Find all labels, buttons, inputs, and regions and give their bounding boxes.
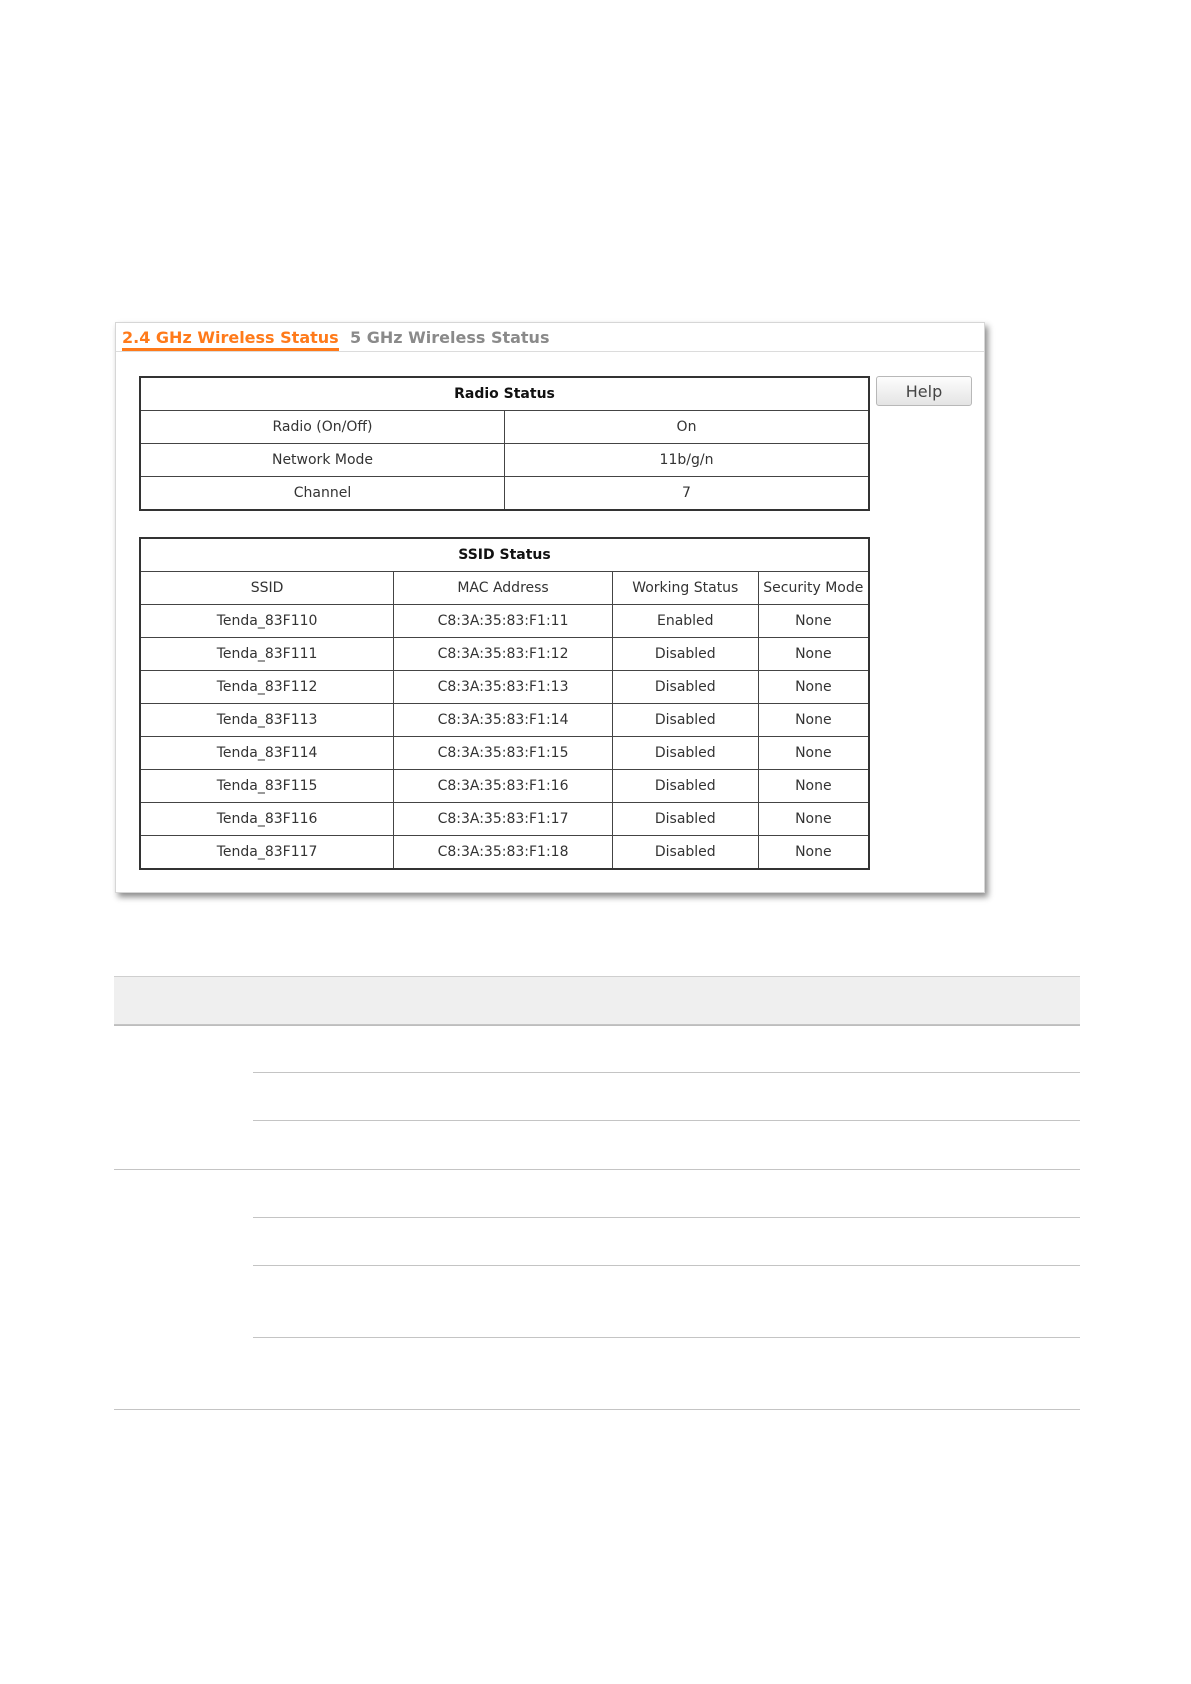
tab-2-4ghz-wireless-status[interactable]: 2.4 GHz Wireless Status (122, 328, 339, 351)
parameter-table-header (114, 976, 1080, 1026)
radio-row-value: On (505, 411, 870, 444)
ssid-cell: Tenda_83F114 (140, 737, 394, 770)
working-status-cell: Disabled (612, 770, 758, 803)
ssid-cell: Tenda_83F113 (140, 704, 394, 737)
tab-5ghz-wireless-status[interactable]: 5 GHz Wireless Status (350, 328, 550, 347)
radio-row-value: 7 (505, 477, 870, 511)
column-header-ssid: SSID (140, 572, 394, 605)
column-header-working-status: Working Status (612, 572, 758, 605)
radio-status-header-row (140, 377, 869, 411)
ssid-status-title: SSID Status (140, 538, 869, 572)
divider (253, 1337, 1080, 1338)
ssid-column-header-row (140, 572, 869, 605)
radio-status-title: Radio Status (140, 377, 869, 411)
table-row (140, 605, 869, 638)
working-status-cell: Disabled (612, 638, 758, 671)
table-row (140, 477, 869, 511)
table-row (140, 638, 869, 671)
divider (253, 1217, 1080, 1218)
ssid-cell: Tenda_83F115 (140, 770, 394, 803)
tab-bar (116, 323, 984, 352)
table-row (140, 671, 869, 704)
radio-row-label: Channel (140, 477, 505, 511)
column-header-security-mode: Security Mode (758, 572, 869, 605)
ssid-cell: Tenda_83F110 (140, 605, 394, 638)
working-status-cell: Disabled (612, 671, 758, 704)
security-mode-cell: None (758, 770, 869, 803)
table-row (140, 411, 869, 444)
working-status-cell: Disabled (612, 737, 758, 770)
divider (114, 1024, 1080, 1025)
security-mode-cell: None (758, 671, 869, 704)
ssid-cell: Tenda_83F111 (140, 638, 394, 671)
working-status-cell: Enabled (612, 605, 758, 638)
mac-address-cell: C8:3A:35:83:F1:17 (394, 803, 613, 836)
ssid-cell: Tenda_83F116 (140, 803, 394, 836)
mac-address-cell: C8:3A:35:83:F1:12 (394, 638, 613, 671)
working-status-cell: Disabled (612, 704, 758, 737)
mac-address-cell: C8:3A:35:83:F1:15 (394, 737, 613, 770)
help-button[interactable]: Help (876, 376, 972, 406)
ssid-status-header-row (140, 538, 869, 572)
ssid-status-table (139, 537, 870, 870)
mac-address-cell: C8:3A:35:83:F1:13 (394, 671, 613, 704)
mac-address-cell: C8:3A:35:83:F1:14 (394, 704, 613, 737)
divider (253, 1072, 1080, 1073)
working-status-cell: Disabled (612, 803, 758, 836)
security-mode-cell: None (758, 704, 869, 737)
table-row (140, 444, 869, 477)
security-mode-cell: None (758, 638, 869, 671)
mac-address-cell: C8:3A:35:83:F1:11 (394, 605, 613, 638)
security-mode-cell: None (758, 605, 869, 638)
radio-row-label: Radio (On/Off) (140, 411, 505, 444)
security-mode-cell: None (758, 836, 869, 870)
table-row (140, 770, 869, 803)
ssid-cell: Tenda_83F117 (140, 836, 394, 870)
table-row (140, 704, 869, 737)
divider (114, 1409, 1080, 1410)
working-status-cell: Disabled (612, 836, 758, 870)
divider (253, 1265, 1080, 1266)
ssid-cell: Tenda_83F112 (140, 671, 394, 704)
table-row (140, 836, 869, 870)
radio-row-value: 11b/g/n (505, 444, 870, 477)
mac-address-cell: C8:3A:35:83:F1:16 (394, 770, 613, 803)
column-header-mac-address: MAC Address (394, 572, 613, 605)
mac-address-cell: C8:3A:35:83:F1:18 (394, 836, 613, 870)
table-row (140, 803, 869, 836)
radio-row-label: Network Mode (140, 444, 505, 477)
wireless-status-panel (115, 322, 985, 893)
security-mode-cell: None (758, 737, 869, 770)
table-row (140, 737, 869, 770)
divider (253, 1120, 1080, 1121)
security-mode-cell: None (758, 803, 869, 836)
divider (114, 1169, 1080, 1170)
radio-status-table (139, 376, 870, 511)
